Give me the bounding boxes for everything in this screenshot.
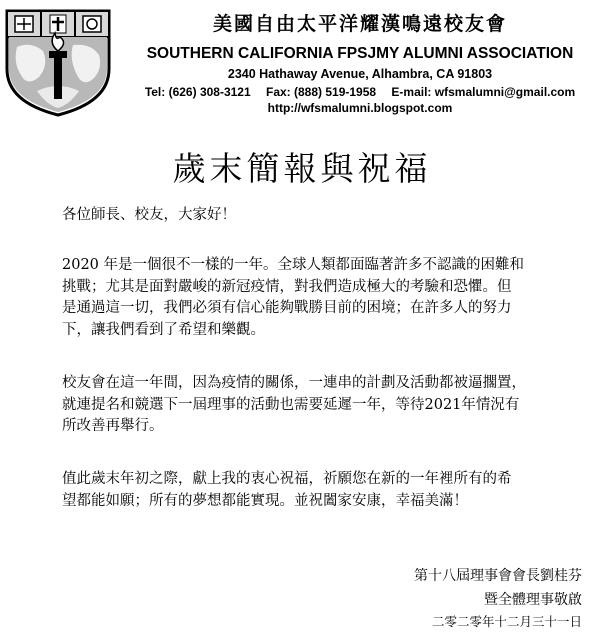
signature-president: 第十八屆理事會會長劉桂芬: [414, 568, 582, 584]
paragraph-line: 望都能如願；所有的夢想都能實現。並祝闔家安康，幸福美滿！: [62, 492, 468, 509]
paragraph-line: 下，讓我們看到了希望和樂觀。: [62, 321, 265, 338]
greeting: 各位師長、校友，大家好！: [62, 207, 236, 223]
document-title: 歲末簡報與祝福: [172, 149, 432, 188]
paragraph-2: [62, 373, 587, 438]
telephone: Tel: (626) 308-3121: [144, 85, 251, 99]
paragraph-line: 所改善再舉行。: [62, 418, 164, 434]
paragraph-line: 2020 年是一個很不一樣的一年。全球人類都面臨著許多不認識的困難和: [62, 257, 525, 273]
paragraph-line: 值此歲末年初之際，獻上我的衷心祝福，祈願您在新的一年裡所有的希: [62, 471, 512, 487]
signature-date: 二零二零年十二月三十一日: [431, 614, 582, 629]
letterhead: [0, 0, 604, 120]
association-chinese-name: 美國自由太平洋耀漢鳴遠校友會: [212, 13, 507, 35]
paragraph-line: 挑戰；尤其是面對嚴峻的新冠疫情，對我們造成極大的考驗和恐懼。但: [62, 278, 512, 295]
paragraph-1: [62, 255, 587, 341]
fax: Fax: (888) 519-1958: [266, 85, 377, 99]
signature-board: 暨全體理事敬啟: [484, 592, 582, 608]
association-english-name: SOUTHERN CALIFORNIA FPSJMY ALUMNI ASSOCIATION: [146, 45, 574, 62]
paragraph-line: 就連提名和競選下一屆理事的活動也需要延遲一年，等待2021年情況有: [62, 396, 520, 413]
association-crest-logo: [3, 7, 113, 117]
paragraph-3: [62, 469, 587, 512]
paragraph-line: 校友會在這一年間，因為疫情的關係，一連串的計劃及活動都被逼擱置，: [62, 375, 526, 391]
contact-line: [118, 85, 602, 99]
website-link[interactable]: http://wfsmalumni.blogspot.com: [267, 101, 453, 115]
paragraph-line: 是通過這一切，我們必須有信心能夠戰勝目前的困境；在許多人的努力: [62, 300, 512, 316]
association-address: 2340 Hathaway Avenue, Alhambra, CA 91803: [227, 67, 493, 81]
email: E-mail: wfsmalumni@gmail.com: [391, 85, 576, 99]
